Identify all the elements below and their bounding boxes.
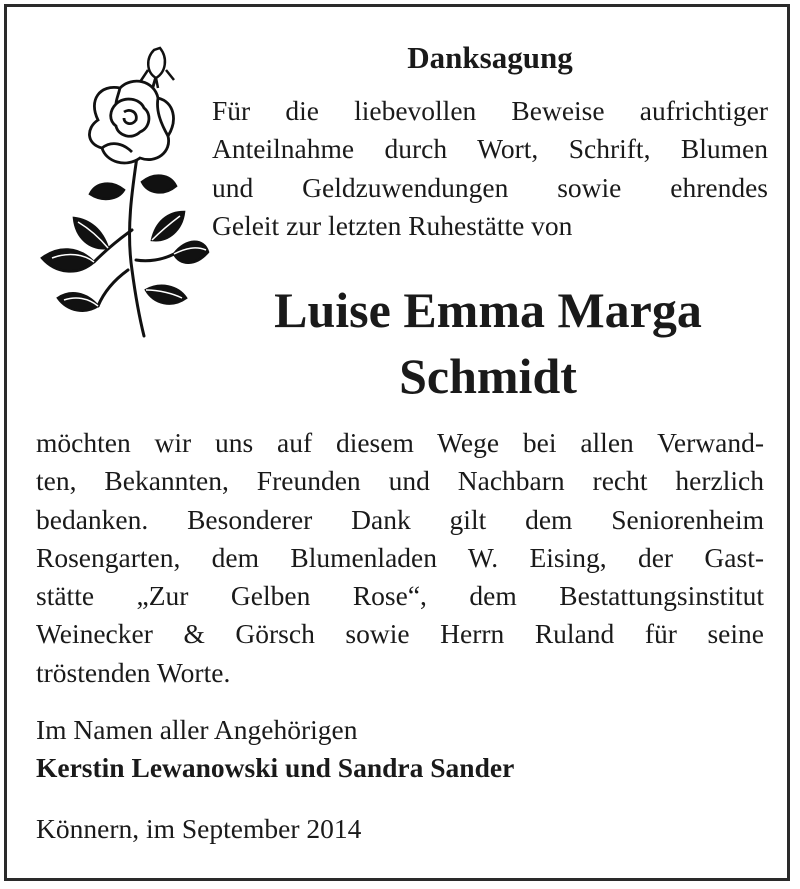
signoff-intro: Im Namen aller Angehörigen [36, 714, 358, 745]
notice-heading: Danksagung [407, 40, 573, 75]
deceased-name [200, 277, 776, 409]
intro-line: und Geldzuwendungen sowie ehrendes [212, 171, 768, 203]
intro-paragraph [212, 92, 768, 245]
thanks-line: Rosengarten, dem Blumenladen W. Eising, der Gast- [36, 541, 764, 573]
intro-line: Für die liebevollen Beweise aufrichtiger [212, 95, 768, 126]
rose-illustration [28, 40, 210, 340]
place-date: Könnern, im September 2014 [36, 813, 362, 844]
thanks-paragraph [36, 424, 764, 692]
deceased-name-line: Schmidt [399, 348, 577, 404]
intro-line: Anteilnahme durch Wort, Schrift, Blumen [212, 133, 768, 165]
thanks-line: tröstenden Worte. [36, 656, 231, 688]
thanks-line: Weinecker & Görsch sowie Herrn Ruland für seine [36, 618, 764, 650]
signoff [36, 711, 514, 788]
intro-line: Geleit zur letzten Ruhestätte von [212, 209, 573, 241]
signoff-names: Kerstin Lewanowski und Sandra Sander [36, 752, 515, 784]
deceased-name-line: Luise Emma Marga [274, 282, 702, 338]
thanks-line: möchten wir uns auf diesem Wege bei allen Verwand- [36, 427, 764, 458]
thanks-line: stätte „Zur Gelben Rose“, dem Bestattungsinstitut [36, 580, 764, 612]
thanks-line: ten, Bekannten, Freunden und Nachbarn recht herzlich [36, 465, 764, 497]
thanks-line: bedanken. Besonderer Dank gilt dem Seniorenheim [36, 503, 764, 535]
